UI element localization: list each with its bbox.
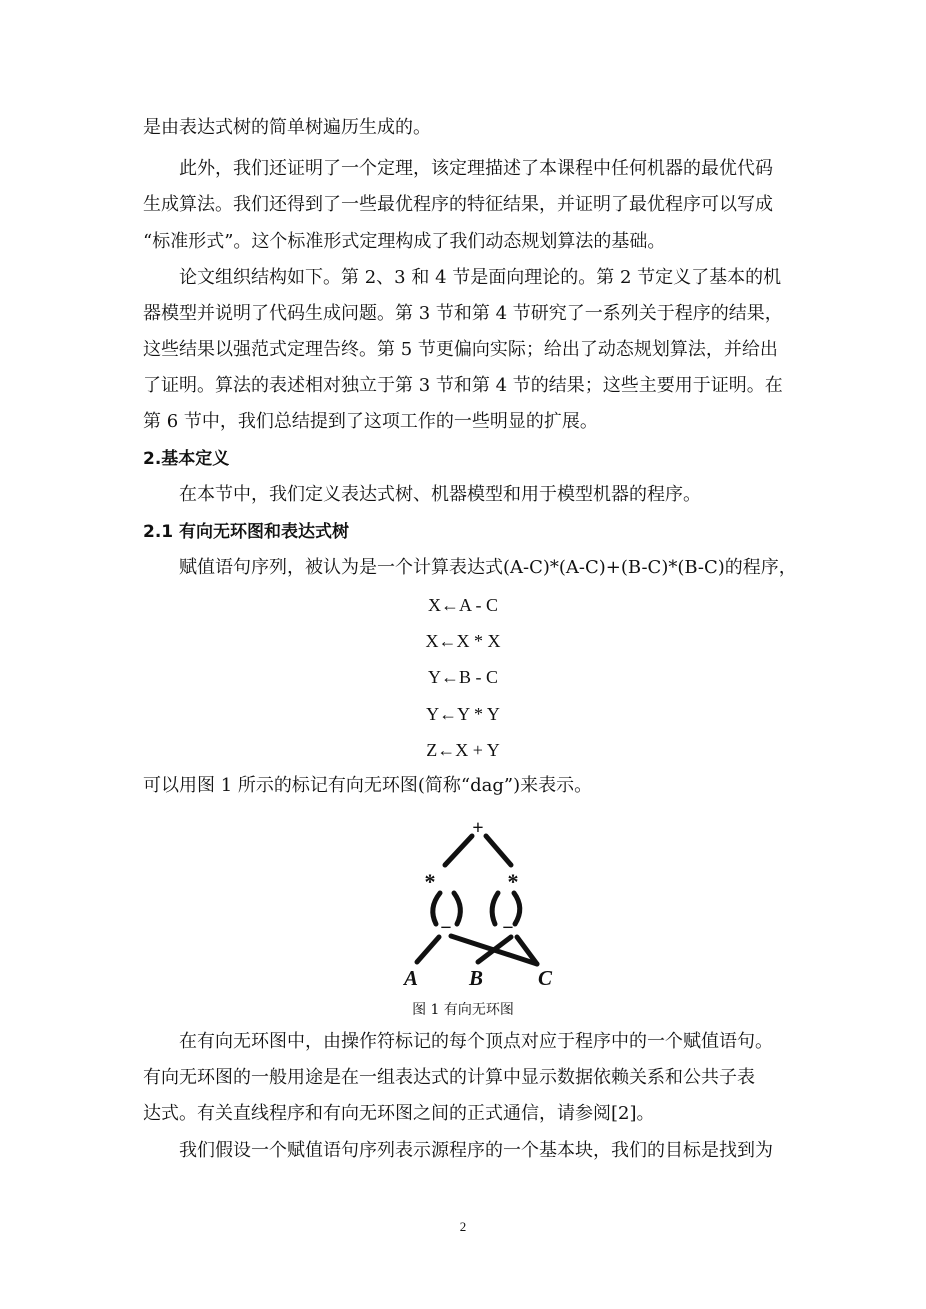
dag-sentence: 可以用图 1 所示的标记有向无环图(简称“dag”)来表示。 bbox=[143, 775, 593, 796]
assignment-statement: Y←B - C bbox=[427, 667, 498, 687]
paragraph-line: “标准形式”。这个标准形式定理构成了我们动态规划算法的基础。 bbox=[143, 231, 666, 252]
paren-left-open bbox=[433, 893, 440, 924]
assignment-statement: X←A - C bbox=[427, 595, 498, 615]
edge-plus-to-right-mul bbox=[486, 836, 511, 865]
dag-figure bbox=[398, 817, 558, 989]
paragraph-line: 这些结果以强范式定理告终。第 5 节更偏向实际；给出了动态规划算法，并给出 bbox=[143, 339, 778, 360]
paragraph-line: 在有向无环图中，由操作符标记的每个顶点对应于程序中的一个赋值语句。 bbox=[179, 1031, 773, 1052]
paragraph-line: 了证明。算法的表述相对独立于第 3 节和第 4 节的结果；这些主要用于证明。在 bbox=[143, 375, 783, 396]
edge-left-minus-to-a bbox=[417, 937, 439, 962]
paragraph-line: 此外，我们还证明了一个定理，该定理描述了本课程中任何机器的最优代码 bbox=[179, 158, 773, 179]
paren-right-open bbox=[492, 893, 498, 924]
paragraph-line: 论文组织结构如下。第 2、3 和 4 节是面向理论的。第 2 节定义了基本的机 bbox=[179, 267, 782, 288]
assignment-statement: Z←X + Y bbox=[426, 740, 500, 760]
paren-right-close bbox=[514, 893, 520, 924]
edge-plus-to-left-mul bbox=[445, 836, 472, 865]
subsection-heading: 2.1 有向无环图和表达式树 bbox=[143, 522, 350, 542]
paren-left-close bbox=[454, 893, 460, 924]
dag-diagram bbox=[398, 817, 558, 989]
node-right-minus: − bbox=[502, 917, 514, 939]
node-left-minus: − bbox=[440, 917, 452, 939]
subsection-intro: 赋值语句序列，被认为是一个计算表达式(A-C)*(A-C)+(B-C)*(B-C)的程序， bbox=[179, 557, 797, 578]
assignment-statement: Y←Y * Y bbox=[426, 704, 500, 724]
paragraph-line: 达式。有关直线程序和有向无环图之间的正式通信，请参阅[2]。 bbox=[143, 1103, 655, 1124]
node-a: A bbox=[403, 966, 419, 989]
node-c: C bbox=[537, 966, 553, 989]
page-number: 2 bbox=[459, 1219, 467, 1234]
node-right-mul: * bbox=[507, 869, 519, 894]
figure-caption: 图 1 有向无环图 bbox=[412, 1002, 514, 1018]
paragraph-line: 我们假设一个赋值语句序列表示源程序的一个基本块，我们的目标是找到为 bbox=[179, 1140, 773, 1161]
assignment-statement: X←X * X bbox=[425, 631, 501, 651]
paragraph-line: 生成算法。我们还得到了一些最优程序的特征结果，并证明了最优程序可以写成 bbox=[143, 194, 773, 215]
section-heading: 2.基本定义 bbox=[143, 449, 230, 469]
paragraph-line: 器模型并说明了代码生成问题。第 3 节和第 4 节研究了一系列关于程序的结果， bbox=[143, 303, 783, 324]
paragraph-line: 有向无环图的一般用途是在一组表达式的计算中显示数据依赖关系和公共子表 bbox=[143, 1067, 755, 1088]
node-b: B bbox=[468, 966, 484, 989]
node-left-mul: * bbox=[424, 869, 436, 894]
paragraph-line: 是由表达式树的简单树遍历生成的。 bbox=[143, 117, 431, 138]
node-plus: + bbox=[472, 817, 484, 839]
section-intro: 在本节中，我们定义表达式树、机器模型和用于模型机器的程序。 bbox=[179, 484, 701, 505]
edge-right-minus-to-b bbox=[478, 937, 511, 962]
paragraph-line: 第 6 节中，我们总结提到了这项工作的一些明显的扩展。 bbox=[143, 411, 598, 432]
